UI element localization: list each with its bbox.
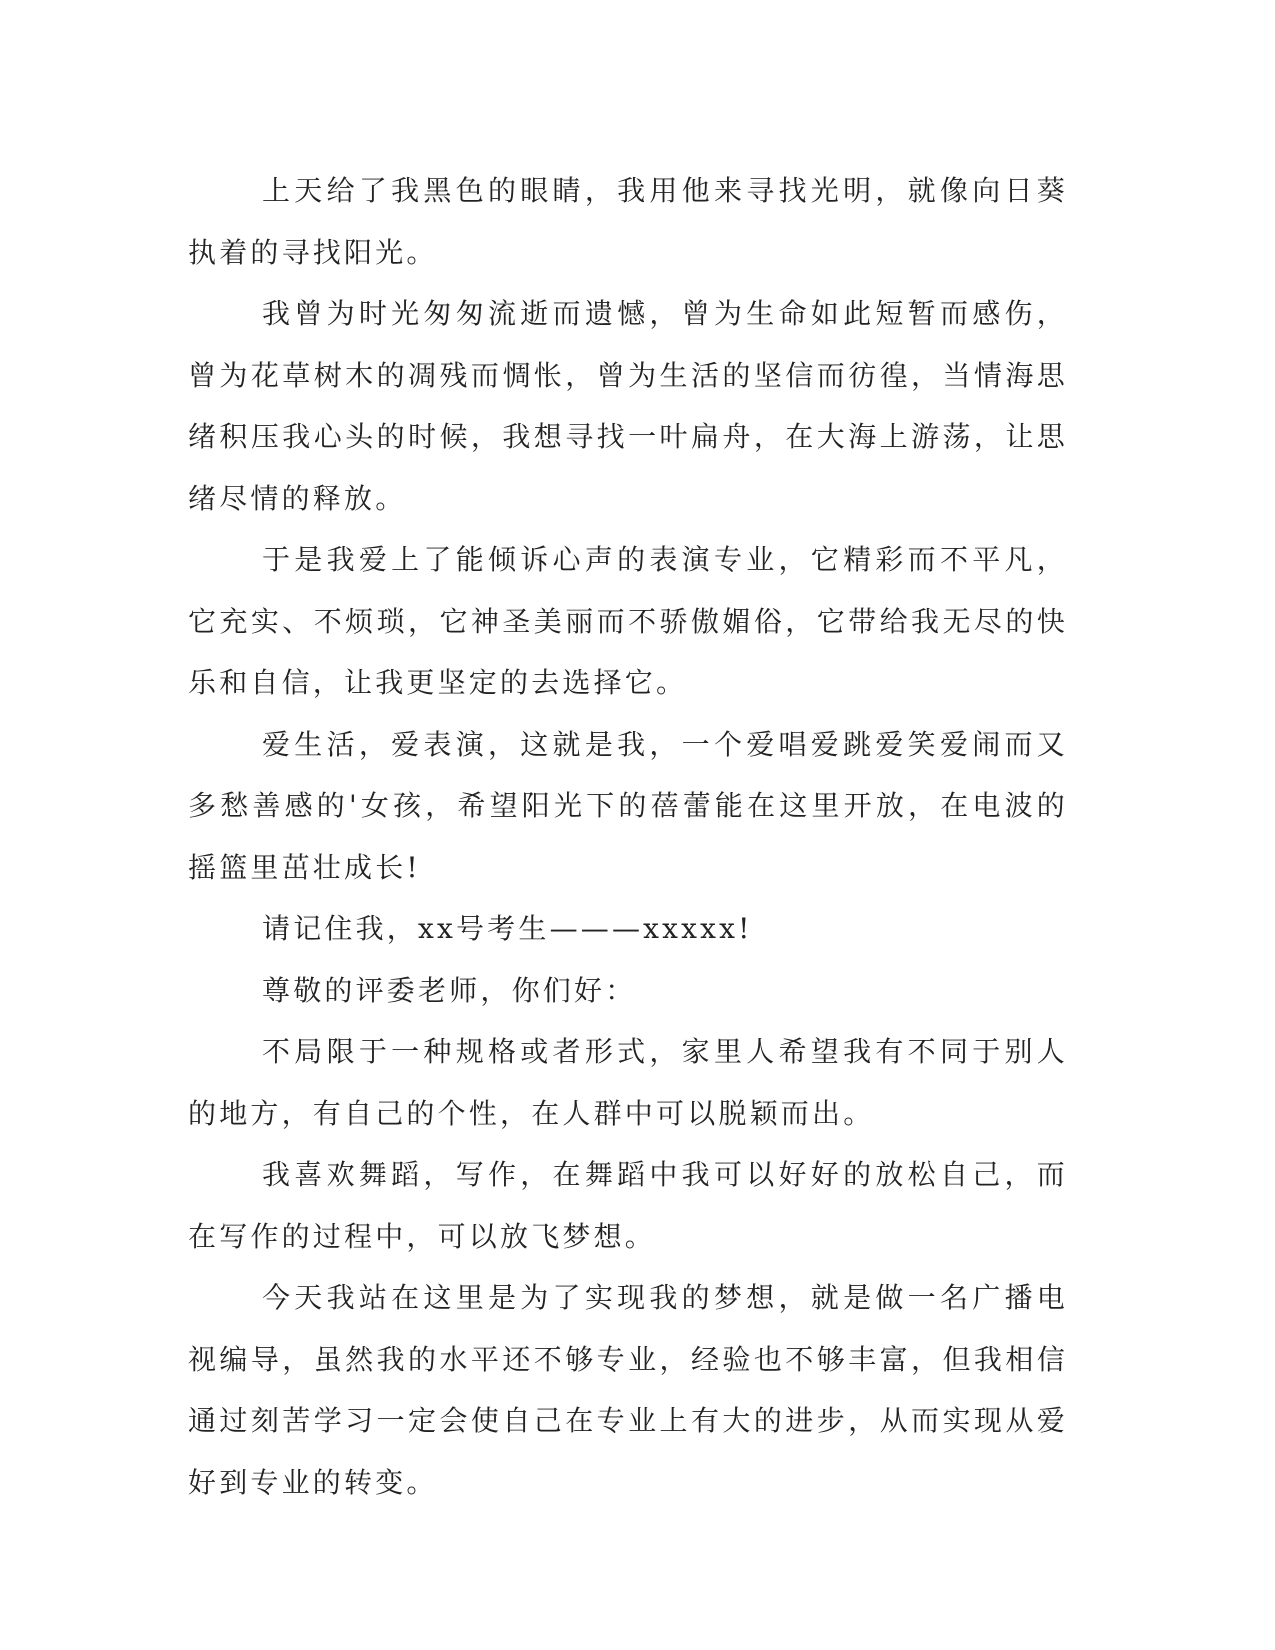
paragraph-6: 尊敬的评委老师，你们好：	[262, 973, 637, 1007]
document-body	[188, 160, 1068, 1513]
paragraph-5: 请记住我，xx号考生———xxxxx!	[262, 912, 753, 945]
paragraph-8: 我喜欢舞蹈，写作，在舞蹈中我可以好好的放松自己，而在写作的过程中，可以放飞梦想。	[188, 1158, 1068, 1253]
paragraph-3: 于是我爱上了能倾诉心声的表演专业，它精彩而不平凡，它充实、不烦琐，它神圣美丽而不骄傲媚俗，它带给我无尽的快乐和自信，让我更坚定的去选择它。	[188, 543, 1068, 699]
paragraph-2: 我曾为时光匆匆流逝而遗憾，曾为生命如此短暂而感伤，曾为花草树木的凋残而惆怅，曾为生活的坚信而彷徨，当情海思绪积压我心头的时候，我想寻找一叶扁舟，在大海上游荡，让思绪尽情的释放。	[188, 297, 1068, 515]
paragraph-9: 今天我站在这里是为了实现我的梦想，就是做一名广播电视编导，虽然我的水平还不够专业，经验也不够丰富，但我相信通过刻苦学习一定会使自己在专业上有大的进步，从而实现从爱好到专业的转变。	[188, 1281, 1068, 1499]
paragraph-4: 爱生活，爱表演，这就是我，一个爱唱爱跳爱笑爱闹而又多愁善感的'女孩，希望阳光下的蓓蕾能在这里开放，在电波的摇篮里茁壮成长!	[188, 727, 1068, 884]
paragraph-1: 上天给了我黑色的眼睛，我用他来寻找光明，就像向日葵执着的寻找阳光。	[188, 174, 1068, 269]
paragraph-7: 不局限于一种规格或者形式，家里人希望我有不同于别人的地方，有自己的个性，在人群中可以脱颖而出。	[188, 1035, 1068, 1130]
